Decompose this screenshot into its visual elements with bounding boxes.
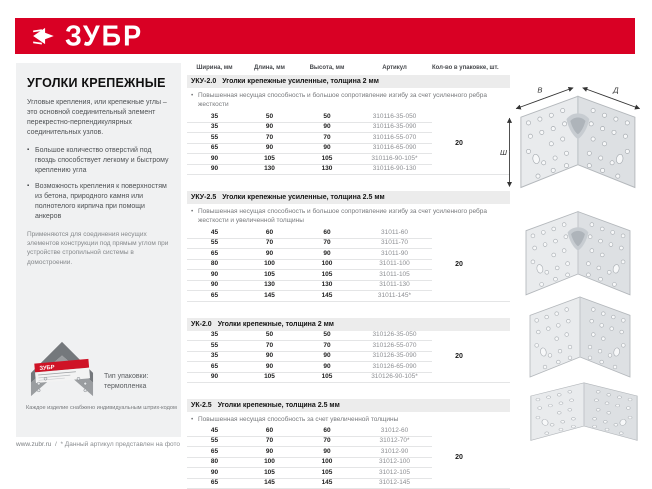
section-header [187,191,510,204]
width-cell: 35 [210,331,219,338]
qty-cell: 20 [455,453,463,461]
length-cell: 50 [265,331,274,338]
width-cell: 45 [210,426,219,434]
height-cell: 60 [323,426,331,434]
sku-cell: 310116-35-050 [372,112,417,120]
length-cell: 90 [265,249,274,257]
section-description: • Повышенная несущая способность за счет увеличенной толщины [187,412,510,426]
width-cell: 35 [210,352,219,359]
feature-item: ▪ Возможность крепления к поверхностям из бетона, природного камня или полнотелого кирпича при помощи анкеров [27,182,170,223]
feature-item: ▪ Большое количество отверстий под гвоздь способствует легкому и быстрому креплению угла [27,146,170,176]
section-header [187,399,510,412]
height-cell: 90 [323,123,331,130]
section-code: УК-2.0 [191,320,212,328]
height-cell: 130 [321,281,333,288]
sku-cell: 31012-105 [378,468,411,476]
sku-cell: 310126-35-050 [372,331,417,338]
barcode-note: Каждое изделие снабжено индивидуальным штрих-кодом [26,405,177,411]
height-cell: 100 [321,458,333,466]
length-cell: 60 [265,228,274,236]
dim-label-length: Д [613,85,619,95]
dim-label-width: Ш [500,148,507,158]
col-header-sku: Артикул [382,64,407,71]
length-cell: 105 [264,373,275,380]
spec-row [187,331,510,341]
qty-cell: 20 [455,352,463,360]
sku-cell: 310126-90-105* [371,373,418,380]
section-header [187,75,510,88]
sku-cell: 310126-65-090 [372,362,417,370]
spec-section [187,191,510,302]
width-cell: 90 [210,373,219,380]
dim-label-height: В [537,85,543,95]
page-title: УГОЛКИ КРЕПЕЖНЫЕ [27,76,166,90]
spec-table [187,426,510,489]
col-header-width: Ширина, мм [196,64,233,71]
length-cell: 100 [264,260,275,267]
spec-table [187,112,510,175]
width-cell: 55 [210,133,219,141]
length-cell: 70 [265,239,274,246]
height-cell: 90 [323,352,331,359]
table-column-headers [187,62,510,73]
width-cell: 90 [210,154,219,162]
sku-cell: 31012-70* [379,437,410,445]
width-cell: 90 [210,270,219,278]
width-cell: 35 [210,123,219,130]
height-cell: 50 [323,331,331,338]
spec-row [187,112,510,122]
spec-section [187,399,510,489]
brand-logo-text: ЗУБР [65,19,144,52]
sku-cell: 31012-90 [380,447,409,455]
width-cell: 65 [210,249,219,257]
spec-table [187,228,510,302]
sku-cell: 31011-100 [379,260,410,267]
spec-row [187,228,510,238]
width-cell: 65 [210,144,219,151]
height-cell: 105 [321,154,333,162]
zubr-arrow-icon [31,23,57,49]
section-title: Уголки крепежные, толщина 2 мм [217,320,334,328]
length-cell: 50 [265,112,274,120]
width-cell: 65 [210,479,219,487]
width-cell: 90 [210,281,219,288]
length-cell: 60 [265,426,274,434]
footer-separator: / [55,441,57,448]
section-title: Уголки крепежные усиленные, толщина 2.5 мм [222,194,385,201]
sku-cell: 310116-90-105* [371,154,418,162]
section-description: • Повышенная несущая способность и большое сопротивление изгибу за счет усиленного ребра жесткости и увеличенной толщины [187,204,510,228]
height-cell: 90 [323,144,331,151]
length-cell: 105 [264,270,275,278]
height-cell: 70 [323,133,331,141]
height-cell: 105 [321,468,333,476]
width-cell: 65 [210,447,219,455]
sku-cell: 31011-130 [379,281,410,288]
length-cell: 105 [264,468,275,476]
height-cell: 90 [323,362,331,370]
sku-cell: 310116-55-070 [372,133,417,141]
qty-cell: 20 [455,260,463,268]
product-image-uk-2.5 [522,372,646,444]
height-cell: 100 [321,260,333,267]
sku-cell: 31011-105 [379,270,410,278]
intro-text: Угловые крепления, или крепежные углы – это основной соединительный элемент перекрестно-перпендикулярных соединительных узлов. [27,99,167,137]
spec-area [187,62,510,489]
width-cell: 80 [210,458,219,466]
feature-list [27,146,170,223]
length-cell: 130 [264,165,275,172]
product-image-uk-2.0 [518,282,642,382]
qty-cell: 20 [455,139,463,147]
length-cell: 145 [264,291,275,299]
col-header-length: Длина, мм [254,64,285,71]
col-header-height: Высота, мм [309,64,345,71]
height-cell: 90 [323,447,331,455]
spec-section [187,75,510,175]
width-cell: 35 [210,112,219,120]
height-cell: 90 [323,249,331,257]
width-cell: 45 [210,228,219,236]
length-cell: 100 [264,458,275,466]
height-cell: 105 [321,373,333,380]
footnote: * Данный артикул представлен на фото [60,441,181,448]
height-cell: 70 [323,239,331,246]
brand-band [15,18,635,54]
package-type-label: Тип упаковки: термопленка [104,373,149,391]
length-cell: 145 [264,479,275,487]
width-cell: 90 [210,468,219,476]
width-cell: 55 [210,341,219,349]
spec-table [187,331,510,384]
spec-section [187,318,510,384]
length-cell: 130 [264,281,275,288]
height-cell: 70 [323,341,331,349]
sku-cell: 310116-90-130 [372,165,417,172]
section-description: • Повышенная несущая способность и большое сопротивление изгибу за счет усиленного ребра жесткости [187,88,510,112]
sku-cell: 310126-35-090 [372,352,417,359]
section-title: Уголки крепежные, толщина 2.5 мм [217,402,340,409]
spec-row [187,426,510,436]
length-cell: 105 [264,154,275,162]
width-cell: 90 [210,165,219,172]
page-footer [16,441,180,448]
package-logo-text: ЗУБР [39,364,55,373]
sku-cell: 31011-145* [377,291,412,299]
length-cell: 90 [265,362,274,370]
package-block [26,338,177,411]
length-cell: 70 [265,133,274,141]
sku-cell: 31011-90 [381,249,408,257]
width-cell: 65 [210,362,219,370]
sku-cell: 31012-145 [378,479,411,487]
sku-cell: 31011-60 [381,228,408,236]
width-cell: 65 [210,291,219,299]
sidebar [16,63,181,437]
sku-cell: 31012-100 [378,458,411,466]
section-code: УКУ-2.0 [191,78,217,85]
sku-cell: 310116-65-090 [372,144,417,151]
height-cell: 60 [323,228,331,236]
length-cell: 90 [265,144,274,151]
length-cell: 90 [265,447,274,455]
section-code: УК-2.5 [191,402,212,409]
col-header-qty: Кол-во в упаковке, шт. [432,64,499,71]
section-title: Уголки крепежные усиленные, толщина 2 мм [222,78,379,85]
height-cell: 145 [321,291,333,299]
website-link[interactable]: www.zubr.ru [16,441,52,448]
sku-cell: 310116-35-090 [372,123,417,130]
length-cell: 90 [265,123,274,130]
height-cell: 70 [323,437,331,445]
height-cell: 50 [323,112,331,120]
package-photo [26,338,98,402]
sku-cell: 31012-60 [380,426,409,434]
sku-cell: 31011-70 [381,239,408,246]
section-header [187,318,510,331]
height-cell: 105 [321,270,333,278]
length-cell: 70 [265,341,274,349]
width-cell: 80 [210,260,219,267]
section-code: УКУ-2.5 [191,194,217,201]
height-cell: 145 [321,479,333,487]
spec-sections [187,75,510,489]
width-cell: 55 [210,239,219,246]
application-note: Применяются для соединения несущих элементов конструкции под прямым углом при устройстве стропильной системы в домостроении. [27,230,169,266]
sku-cell: 310126-55-070 [372,341,417,349]
height-cell: 130 [321,165,333,172]
product-image-uku-2.0 [500,64,652,197]
length-cell: 70 [265,437,274,445]
width-cell: 55 [210,437,219,445]
length-cell: 90 [265,352,274,359]
